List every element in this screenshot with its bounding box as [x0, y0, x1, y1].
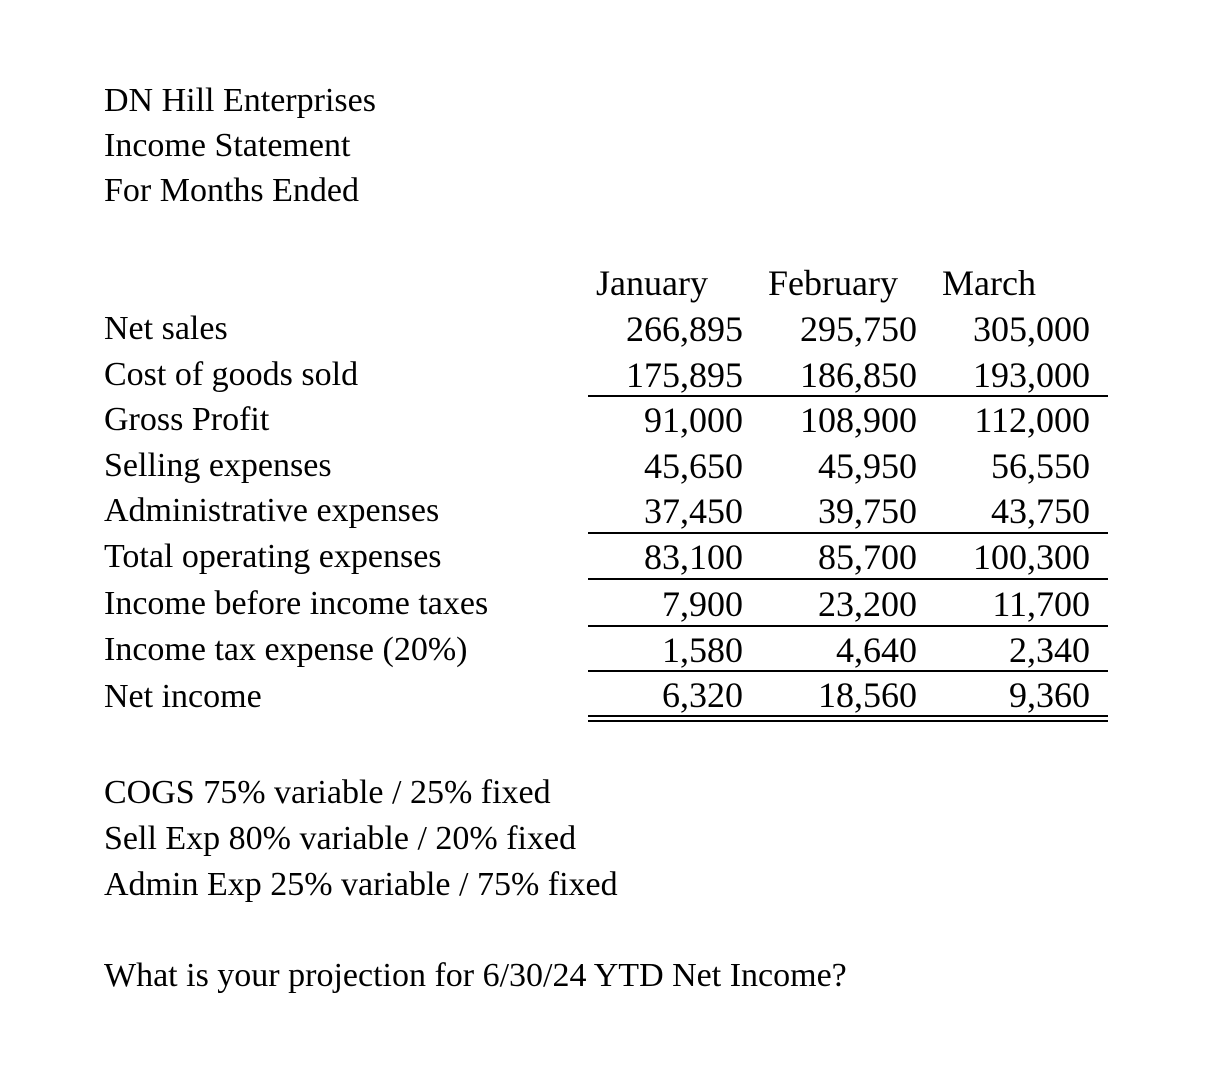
- note-cogs: COGS 75% variable / 25% fixed: [104, 774, 551, 811]
- statement-header: [104, 78, 376, 213]
- cell-total-operating-expenses-january: 83,100: [644, 537, 743, 577]
- cell-gross-profit-january: 91,000: [644, 400, 743, 440]
- cell-net-sales-january: 266,895: [626, 309, 743, 349]
- cell-cogs-march: 193,000: [973, 355, 1090, 395]
- cell-cogs-february: 186,850: [800, 355, 917, 395]
- cell-income-before-taxes-january: 7,900: [662, 584, 743, 624]
- cell-income-before-taxes-february: 23,200: [818, 584, 917, 624]
- cell-net-income-february: 18,560: [818, 675, 917, 715]
- cell-net-income-january: 6,320: [662, 675, 743, 715]
- cell-net-sales-march: 305,000: [973, 309, 1090, 349]
- double-underline-bottom: [588, 720, 1108, 722]
- cell-selling-expenses-february: 45,950: [818, 446, 917, 486]
- row-label-total-operating-expenses: Total operating expenses: [104, 538, 442, 575]
- row-label-income-before-taxes: Income before income taxes: [104, 585, 489, 622]
- subtotal-rule: [588, 532, 1108, 534]
- cost-behavior-notes: [104, 770, 618, 908]
- note-admin-expenses: Admin Exp 25% variable / 75% fixed: [104, 866, 618, 903]
- row-label-selling-expenses: Selling expenses: [104, 447, 332, 484]
- cell-administrative-expenses-january: 37,450: [644, 491, 743, 531]
- row-label-administrative-expenses: Administrative expenses: [104, 492, 440, 529]
- company-name: DN Hill Enterprises: [104, 82, 376, 119]
- cell-net-sales-february: 295,750: [800, 309, 917, 349]
- column-header-january: January: [596, 263, 708, 303]
- cell-income-tax-expense-march: 2,340: [1009, 630, 1090, 670]
- cell-selling-expenses-march: 56,550: [991, 446, 1090, 486]
- cell-selling-expenses-january: 45,650: [644, 446, 743, 486]
- subtotal-rule: [588, 395, 1108, 397]
- cell-net-income-march: 9,360: [1009, 675, 1090, 715]
- cell-cogs-january: 175,895: [626, 355, 743, 395]
- question-text: What is your projection for 6/30/24 YTD Net Income?: [104, 957, 847, 994]
- subtotal-rule: [588, 670, 1108, 672]
- cell-gross-profit-march: 112,000: [974, 400, 1090, 440]
- double-underline-top: [588, 715, 1108, 717]
- cell-income-before-taxes-march: 11,700: [992, 584, 1090, 624]
- cell-income-tax-expense-january: 1,580: [662, 630, 743, 670]
- cell-administrative-expenses-february: 39,750: [818, 491, 917, 531]
- subtotal-rule: [588, 578, 1108, 580]
- column-header-february: February: [768, 263, 898, 303]
- row-label-net-income: Net income: [104, 678, 262, 715]
- row-label-cogs: Cost of goods sold: [104, 356, 359, 393]
- column-header-march: March: [942, 263, 1036, 303]
- row-label-income-tax-expense: Income tax expense (20%): [104, 631, 468, 668]
- note-selling-expenses: Sell Exp 80% variable / 20% fixed: [104, 820, 577, 857]
- statement-title: Income Statement: [104, 127, 351, 164]
- statement-period: For Months Ended: [104, 172, 359, 209]
- subtotal-rule: [588, 625, 1108, 627]
- cell-total-operating-expenses-february: 85,700: [818, 537, 917, 577]
- row-label-net-sales: Net sales: [104, 310, 228, 347]
- cell-administrative-expenses-march: 43,750: [991, 491, 1090, 531]
- row-label-gross-profit: Gross Profit: [104, 401, 270, 438]
- cell-total-operating-expenses-march: 100,300: [973, 537, 1090, 577]
- cell-income-tax-expense-february: 4,640: [836, 630, 917, 670]
- cell-gross-profit-february: 108,900: [800, 400, 917, 440]
